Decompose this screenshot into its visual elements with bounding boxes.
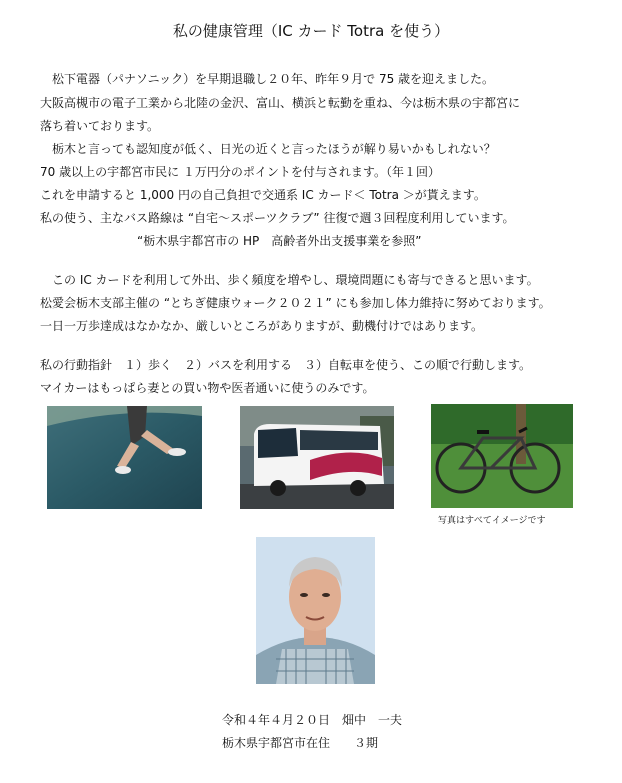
text-line: 松下電器（パナソニック）を早期退職し２０年、昨年９月で 75 歳を迎えました。 <box>52 72 495 86</box>
bicycle-photo <box>431 404 573 508</box>
portrait-photo <box>256 537 375 684</box>
image-caption: 写真はすべてイメージです <box>438 516 546 526</box>
text-line: マイカーはもっぱら妻との買い物や医者通いに使うのみです。 <box>40 381 375 395</box>
reference-note: “栃木県宇都宮市の HP 高齢者外出支援事業を参照” <box>137 234 422 248</box>
signature-residence: 栃木県宇都宮市在住 ３期 <box>222 736 379 750</box>
signature-date-name: 令和４年４月２０日 畑中 一夫 <box>222 713 403 727</box>
text-line: 私の行動指針 １）歩く ２）バスを利用する ３）自転車を使う、この順で行動します。 <box>40 358 532 372</box>
text-line: 栃木と言っても認知度が低く、日光の近くと言ったほうが解り易いかもしれない？ <box>52 142 496 156</box>
text-line: これを申請すると 1,000 円の自己負担で交通系 IC カード＜ Totra ＞が貰えます。 <box>40 188 486 202</box>
text-line: 大阪高槻市の電子工業から北陸の金沢、富山、横浜と転勤を重ね、今は栃木県の宇都宮に <box>40 96 521 110</box>
text-line: 一日一万歩達成はなかなか、厳しいところがありますが、動機付けではあります。 <box>40 319 484 333</box>
walking-photo <box>47 406 202 509</box>
text-line: この IC カードを利用して外出、歩く頻度を増やし、環境問題にも寄与できると思います。 <box>52 273 539 287</box>
text-line: 70 歳以上の宇都宮市民に １万円分のポイントを付与されます。（年１回） <box>40 165 440 179</box>
text-line: 落ち着いております。 <box>40 119 160 133</box>
bus-photo <box>240 406 394 509</box>
page-title: 私の健康管理（IC カード Totra を使う） <box>172 22 450 40</box>
text-line: 松愛会栃木支部主催の “とちぎ健康ウォーク２０２１” にも参加し体力維持に努めております。 <box>40 296 551 310</box>
text-line: 私の使う、主なバス路線は “自宅～スポーツクラブ” 往復で週３回程度利用しています。 <box>40 211 515 225</box>
